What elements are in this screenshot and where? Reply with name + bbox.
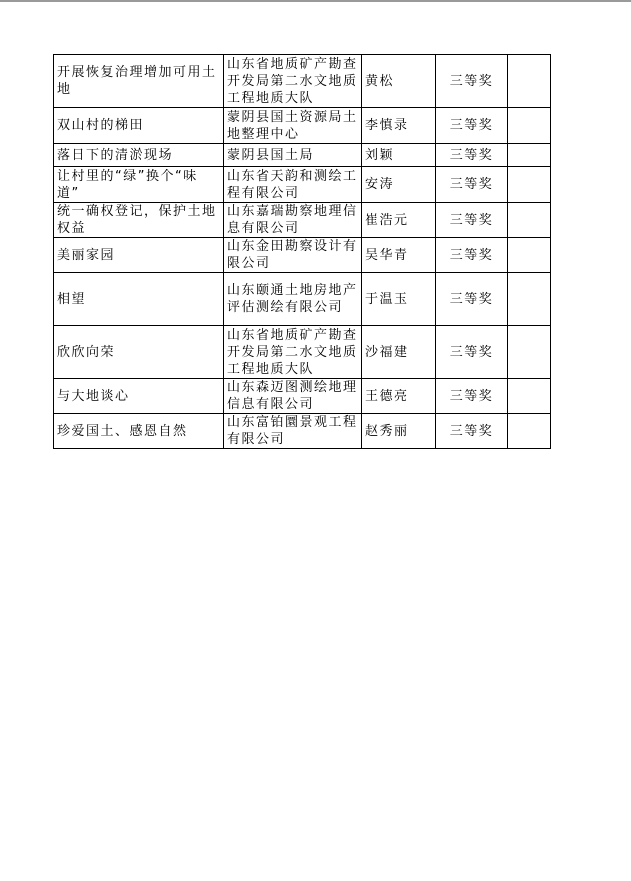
table-row	[54, 414, 551, 449]
work-title-cell: 双山村的梯田	[54, 108, 224, 144]
note-cell	[508, 379, 551, 414]
author-cell: 黄松	[362, 55, 436, 108]
table-row	[54, 238, 551, 273]
table-row	[54, 326, 551, 379]
prize-cell: 三等奖	[436, 144, 508, 167]
organization-cell: 山东省地质矿产勘查开发局第二水文地质工程地质大队	[224, 326, 362, 379]
work-title-cell: 落日下的清淤现场	[54, 144, 224, 167]
organization-cell: 山东颐通土地房地产评估测绘有限公司	[224, 273, 362, 326]
table-row	[54, 167, 551, 203]
prize-cell: 三等奖	[436, 203, 508, 238]
prize-cell: 三等奖	[436, 55, 508, 108]
prize-cell: 三等奖	[436, 273, 508, 326]
organization-cell: 山东省地质矿产勘查开发局第二水文地质工程地质大队	[224, 55, 362, 108]
organization-cell: 蒙阴县国土局	[224, 144, 362, 167]
organization-cell: 山东森迈图测绘地理信息有限公司	[224, 379, 362, 414]
page-top-border	[0, 0, 631, 2]
work-title-cell: 相望	[54, 273, 224, 326]
note-cell	[508, 144, 551, 167]
table-row	[54, 203, 551, 238]
author-cell: 吴华青	[362, 238, 436, 273]
note-cell	[508, 238, 551, 273]
organization-cell: 蒙阴县国土资源局土地整理中心	[224, 108, 362, 144]
note-cell	[508, 326, 551, 379]
organization-cell: 山东富铂圜景观工程有限公司	[224, 414, 362, 449]
organization-cell: 山东省天韵和测绘工程有限公司	[224, 167, 362, 203]
organization-cell: 山东嘉瑞勘察地理信息有限公司	[224, 203, 362, 238]
awards-table	[53, 54, 551, 449]
work-title-cell: 珍爱国土、感恩自然	[54, 414, 224, 449]
author-cell: 安涛	[362, 167, 436, 203]
table-row	[54, 144, 551, 167]
author-cell: 王德亮	[362, 379, 436, 414]
prize-cell: 三等奖	[436, 379, 508, 414]
table-row	[54, 55, 551, 108]
work-title-cell: 欣欣向荣	[54, 326, 224, 379]
author-cell: 崔浩元	[362, 203, 436, 238]
author-cell: 于温玉	[362, 273, 436, 326]
note-cell	[508, 167, 551, 203]
organization-cell: 山东金田勘察设计有限公司	[224, 238, 362, 273]
author-cell: 沙福建	[362, 326, 436, 379]
note-cell	[508, 203, 551, 238]
prize-cell: 三等奖	[436, 414, 508, 449]
work-title-cell: 开展恢复治理增加可用土地	[54, 55, 224, 108]
note-cell	[508, 108, 551, 144]
author-cell: 赵秀丽	[362, 414, 436, 449]
prize-cell: 三等奖	[436, 326, 508, 379]
work-title-cell: 让村里的“绿”换个“味道”	[54, 167, 224, 203]
prize-cell: 三等奖	[436, 167, 508, 203]
prize-cell: 三等奖	[436, 108, 508, 144]
work-title-cell: 与大地谈心	[54, 379, 224, 414]
table-row	[54, 108, 551, 144]
author-cell: 刘颖	[362, 144, 436, 167]
note-cell	[508, 273, 551, 326]
note-cell	[508, 55, 551, 108]
table-row	[54, 379, 551, 414]
prize-cell: 三等奖	[436, 238, 508, 273]
note-cell	[508, 414, 551, 449]
author-cell: 李慎录	[362, 108, 436, 144]
work-title-cell: 美丽家园	[54, 238, 224, 273]
table-row	[54, 273, 551, 326]
work-title-cell: 统一确权登记，保护土地权益	[54, 203, 224, 238]
